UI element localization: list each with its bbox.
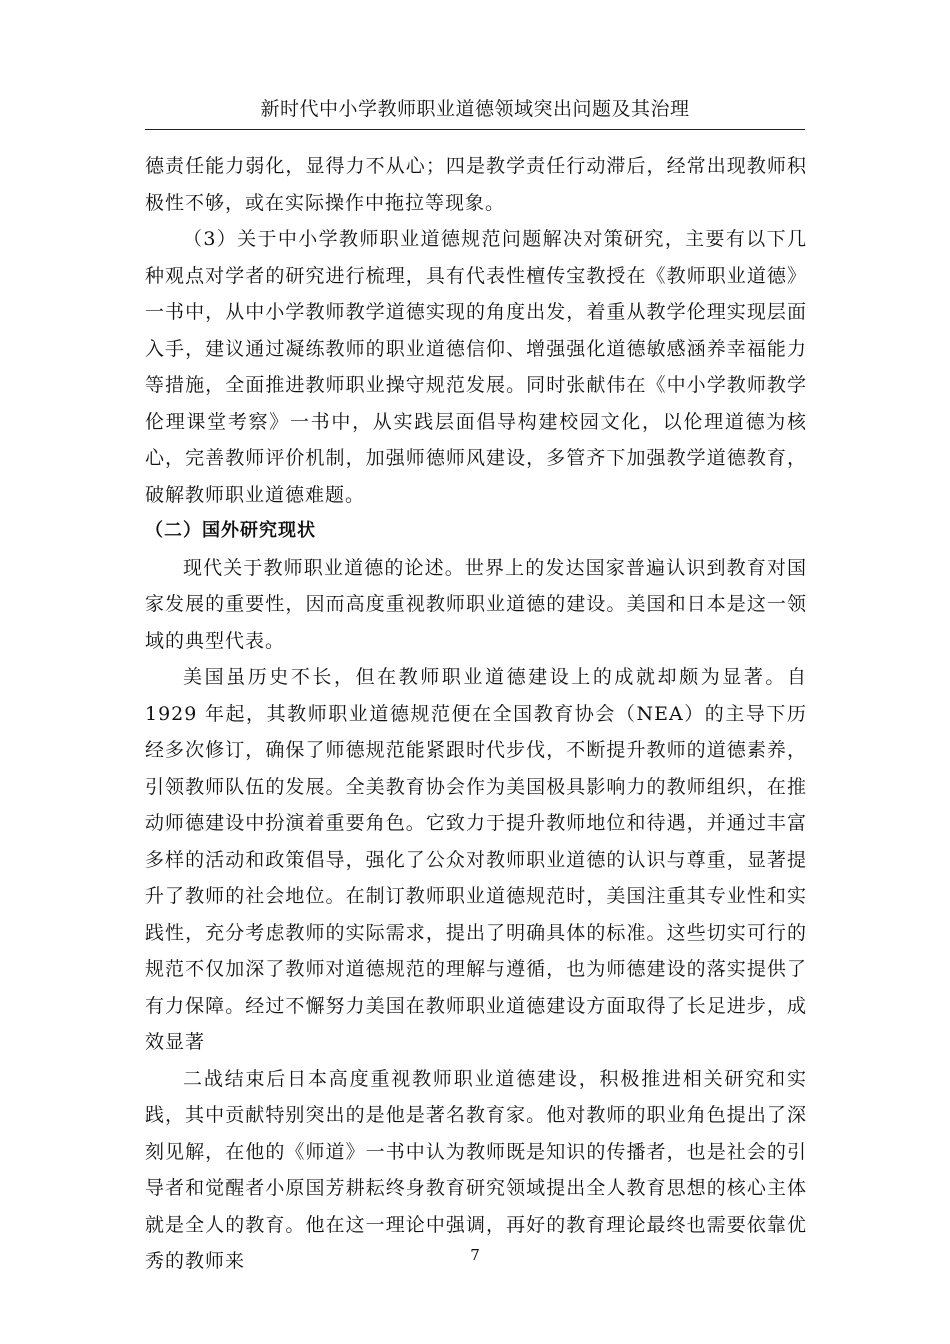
header-rule — [145, 129, 805, 130]
running-header: 新时代中小学教师职业道德领域突出问题及其治理 — [260, 98, 690, 120]
body-text — [145, 148, 807, 1280]
paragraph-usa: 美国虽历史不长，但在教师职业道德建设上的成就却颇为显著。自 1929 年起，其教师职业道德规范便在全国教育协会（NEA）的主导下历经多次修订，确保了师德规范能紧跟时代步伐，不断提升教师的道德素养，引领教师队伍的发展。全美教育协会作为美国极具影响力的教师组织，在推动师德建设中扮演着重要角色。它致力于提升教师地位和待遇，并通过丰富多样的活动和政策倡导，强化了公众对教师职业道德的认识与尊重，显著提升了教师的社会地位。在制订教师职业道德规范时，美国注重其专业性和实践性，充分考虑教师的实际需求，提出了明确具体的标准。这些切实可行的规范不仅加深了教师对道德规范的理解与遵循，也为师德建设的落实提供了有力保障。经过不懈努力美国在教师职业道德建设方面取得了长足进步，成效显著 — [145, 666, 807, 1053]
page-number: 7 — [470, 1246, 480, 1264]
paragraph-overview: 现代关于教师职业道德的论述。世界上的发达国家普遍认识到教育对国家发展的重要性，因而高度重视教师职业道德的建设。美国和日本是这一领域的典型代表。 — [145, 556, 807, 652]
section-heading: （二）国外研究现状 — [145, 520, 316, 541]
paragraph-japan: 二战结束后日本高度重视教师职业道德建设，积极推进相关研究和实践，其中贡献特别突出的是他是著名教育家。他对教师的职业角色提出了深刻见解，在他的《师道》一书中认为教师既是知识的传播者，也是社会的引导者和觉醒者小原国芳耕耘终身教育研究领域提出全人教育思想的核心主体就是全人的教育。他在这一理论中强调，再好的教育理论最终也需要依靠优秀的教师来 — [145, 1067, 807, 1272]
paragraph-countermeasures: （3）关于中小学教师职业道德规范问题解决对策研究，主要有以下几种观点对学者的研究进行梳理，具有代表性檀传宝教授在《教师职业道德》一书中，从中小学教师教学道德实现的角度出发，着重从教学伦理实现层面入手，建议通过凝练教师的职业道德信仰、增强强化道德敏感涵养幸福能力等措施，全面推进教师职业操守规范发展。同时张献伟在《中小学教师教学伦理课堂考察》一书中，从实践层面倡导构建校园文化，以伦理道德为核心，完善教师评价机制，加强师德师风建设，多管齐下加强教学道德教育，破解教师职业道德难题。 — [145, 228, 807, 506]
paragraph-continued: 德责任能力弱化，显得力不从心；四是教学责任行动滞后，经常出现教师积极性不够，或在实际操作中拖拉等现象。 — [145, 155, 807, 214]
